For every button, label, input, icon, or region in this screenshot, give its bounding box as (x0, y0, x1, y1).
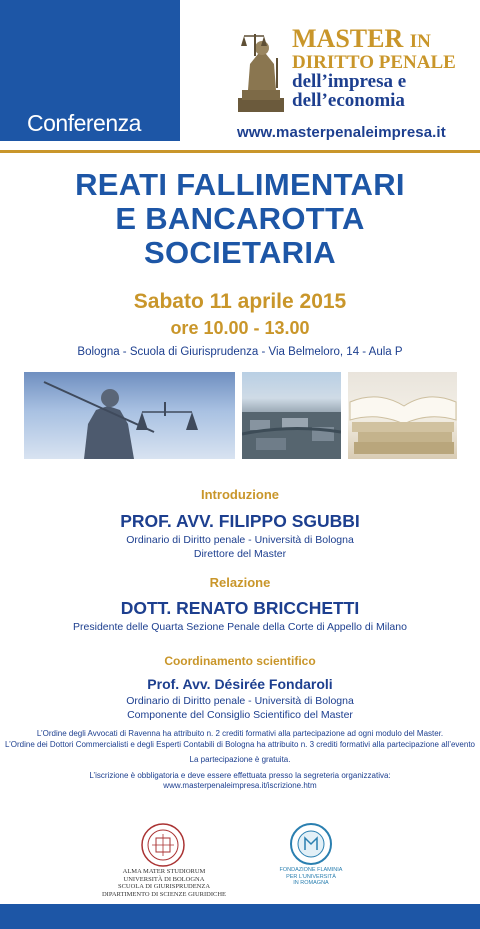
city-aerial-photo (242, 372, 341, 459)
master-title (292, 26, 477, 110)
fond-line-1: FONDAZIONE FLAMINIA (279, 867, 343, 873)
justice-statue-icon (232, 20, 290, 114)
website-link[interactable]: www.masterpenaleimpresa.it (237, 124, 446, 141)
unibo-seal-icon (140, 822, 186, 868)
fond-line-2: PER L’UNIVERSITÀ (286, 873, 336, 880)
event-date: Sabato 11 aprile 2015 (133, 290, 347, 313)
relazione-label: Relazione (209, 575, 271, 590)
coordinamento-speaker-name: Prof. Avv. Désirée Fondaroli (147, 676, 333, 692)
note-free-participation: La partecipazione è gratuita. (189, 755, 291, 764)
registration-link[interactable]: www.masterpenaleimpresa.it/iscrizione.htm (163, 781, 317, 790)
master-line4: dell’economia (292, 90, 405, 111)
notes-block (0, 729, 480, 792)
event-title (0, 168, 480, 270)
unibo-logo-text (94, 868, 234, 898)
unibo-line-1: ALMA MATER STUDIORUM (122, 868, 206, 875)
title-line-2: E BANCAROTTA (115, 201, 365, 236)
justice-statue-photo (24, 372, 235, 459)
intro-speaker-title: Direttore del Master (193, 548, 287, 560)
fond-line-3: IN ROMAGNA (293, 880, 329, 886)
note-credits-commercialisti: L’Ordine dei Dottori Commercialisti e degli Esperti Contabili di Bologna ha attribuito n. 3 crediti formativi alla partecipazione all’evento (4, 739, 475, 749)
conferenza-label: Conferenza (27, 110, 141, 136)
title-line-1: REATI FALLIMENTARI (75, 167, 405, 202)
master-word: MASTER (292, 24, 404, 53)
header-box (0, 0, 180, 141)
master-in: IN (409, 31, 431, 52)
coordinamento-speaker-title: Componente del Consiglio Scientifico del Master (127, 709, 353, 721)
unibo-line-2: UNIVERSITÀ DI BOLOGNA (123, 875, 205, 883)
event-venue: Bologna - Scuola di Giurisprudenza - Via Belmeloro, 14 - Aula P (77, 346, 403, 358)
footer-band (0, 904, 480, 929)
coordinamento-label: Coordinamento scientifico (164, 654, 316, 668)
coordinamento-speaker-role: Ordinario di Diritto penale - Università di Bologna (126, 695, 354, 707)
fondazione-flaminia-seal-icon (289, 822, 333, 866)
fondazione-logo-text (270, 867, 352, 887)
relazione-speaker-role: Presidente delle Quarta Sezione Penale della Corte di Appello di Milano (73, 621, 407, 633)
intro-speaker-name: PROF. AVV. FILIPPO SGUBBI (120, 511, 360, 531)
note-credits-avvocati: L’Ordine degli Avvocati di Ravenna ha attribuito n. 2 crediti formativi alla partecipazione ad ogni modulo del Master. (36, 729, 444, 738)
intro-label: Introduzione (201, 487, 279, 502)
gold-divider (0, 150, 480, 153)
title-line-3: SOCIETARIA (144, 235, 336, 270)
note-registration: L’iscrizione è obbligatoria e deve essere effettuata presso la segreteria organizzativa: (89, 770, 391, 780)
unibo-line-3: SCUOLA DI GIURISPRUDENZA (117, 883, 211, 890)
master-line3: dell’impresa e (292, 71, 407, 92)
relazione-speaker-name: DOTT. RENATO BRICCHETTI (120, 598, 360, 618)
master-subject: DIRITTO PENALE (292, 52, 456, 73)
intro-speaker-role: Ordinario di Diritto penale - Università di Bologna (126, 534, 354, 546)
unibo-line-4: DIPARTIMENTO DI SCIENZE GIURIDICHE (101, 890, 226, 898)
event-time: ore 10.00 - 13.00 (170, 318, 310, 338)
open-books-photo (348, 372, 457, 459)
